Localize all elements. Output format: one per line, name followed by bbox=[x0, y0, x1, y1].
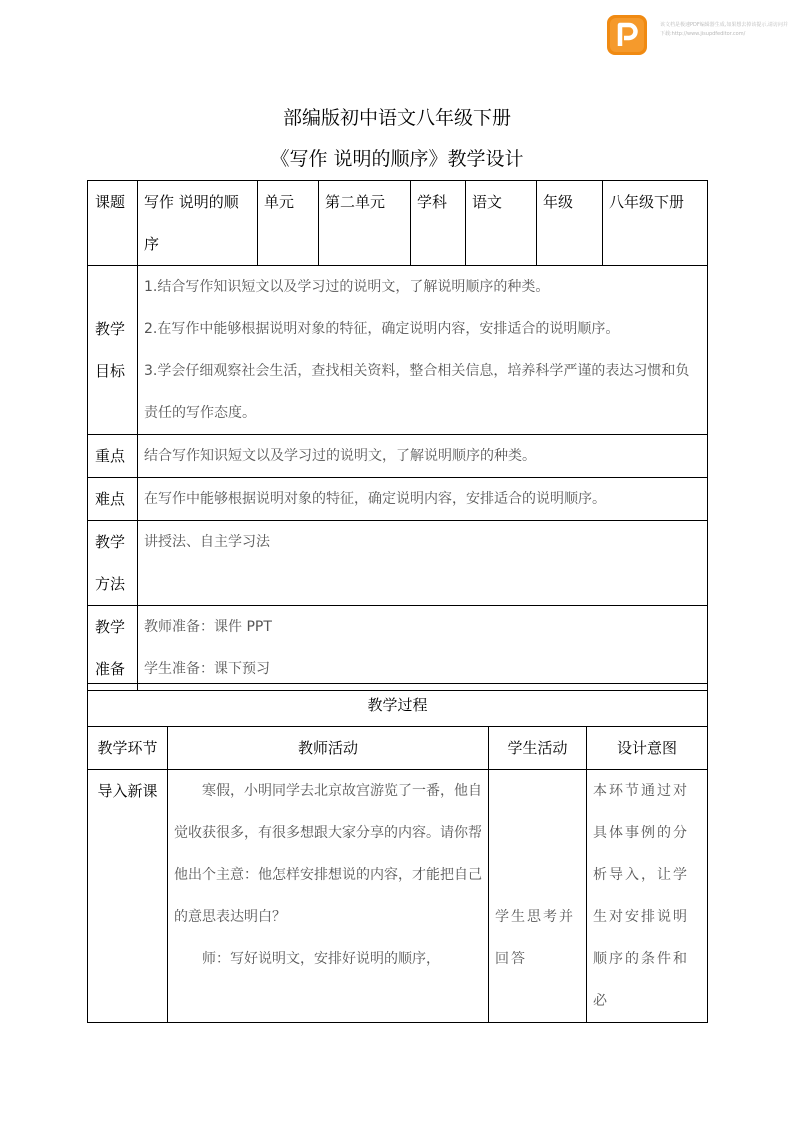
subject-value: 语文 bbox=[466, 181, 537, 266]
unit-value: 第二单元 bbox=[319, 181, 411, 266]
goals-label-line2: 目标 bbox=[95, 362, 126, 380]
topic-label: 课题 bbox=[88, 181, 138, 266]
grade-value: 八年级下册 bbox=[603, 181, 708, 266]
prep-label bbox=[88, 606, 138, 691]
unit-label: 单元 bbox=[258, 181, 319, 266]
col-student-header: 学生活动 bbox=[489, 727, 587, 770]
teacher-activity-cell bbox=[168, 770, 489, 1023]
prep-label-line2: 准备 bbox=[95, 660, 126, 678]
method-label bbox=[88, 521, 138, 606]
goals-label bbox=[88, 266, 138, 435]
teacher-activity-p1: 寒假，小明同学去北京故宫游览了一番，他自觉收获很多，有很多想跟大家分享的内容。请你帮他出个主意：他怎样安排想说的内容，才能把自己的意思表达明白？ bbox=[174, 783, 482, 925]
method-row bbox=[88, 521, 708, 606]
prep-row bbox=[88, 606, 708, 691]
process-header-row bbox=[88, 727, 708, 770]
process-title-row bbox=[88, 684, 708, 727]
col-stage-header: 教学环节 bbox=[88, 727, 168, 770]
teacher-activity-p2: 师：写好说明文，安排好说明的顺序， bbox=[202, 951, 440, 967]
process-title: 教学过程 bbox=[88, 684, 708, 727]
goal-item: 3.学会仔细观察社会生活，查找相关资料，整合相关信息，培养科学严谨的表达习惯和负责任的写作态度。 bbox=[144, 363, 690, 421]
method-text: 讲授法、自主学习法 bbox=[138, 521, 708, 606]
goals-label-line1: 教学 bbox=[95, 320, 126, 338]
design-intent-cell: 本环节通过对具体事例的分析导入，让学生对安排说明顺序的条件和必 bbox=[587, 770, 708, 1023]
lesson-info-table bbox=[87, 180, 708, 691]
goal-item: 2.在写作中能够根据说明对象的特征，确定说明内容，安排适合的说明顺序。 bbox=[144, 321, 620, 337]
col-intent-header: 设计意图 bbox=[587, 727, 708, 770]
prep-content bbox=[138, 606, 708, 691]
student-prep: 学生准备：课下预习 bbox=[144, 661, 270, 677]
key-point-row bbox=[88, 435, 708, 478]
student-activity-cell: 学生思考并回答 bbox=[489, 770, 587, 1023]
pdf-editor-logo-icon bbox=[607, 15, 647, 55]
topic-value: 写作 说明的顺序 bbox=[138, 181, 258, 266]
document-title: 部编版初中语文八年级下册 bbox=[282, 107, 511, 129]
teacher-prep: 教师准备：课件 PPT bbox=[144, 619, 272, 635]
goal-item: 1.结合写作知识短文以及学习过的说明文，了解说明顺序的种类。 bbox=[144, 279, 550, 295]
difficulty-text: 在写作中能够根据说明对象的特征，确定说明内容，安排适合的说明顺序。 bbox=[138, 478, 708, 521]
col-teacher-header: 教师活动 bbox=[168, 727, 489, 770]
document-subtitle: 《写作 说明的顺序》教学设计 bbox=[270, 148, 524, 170]
subject-label: 学科 bbox=[411, 181, 466, 266]
info-row bbox=[88, 181, 708, 266]
grade-label: 年级 bbox=[537, 181, 603, 266]
table-row bbox=[88, 770, 708, 1023]
watermark-notice: 该文档是极速PDF编辑器生成,如果想去掉该提示,请访问并下载:http://www.jisupdfeditor.com/ bbox=[660, 22, 788, 37]
method-label-line1: 教学 bbox=[95, 533, 126, 551]
prep-label-line1: 教学 bbox=[95, 618, 126, 636]
difficulty-row bbox=[88, 478, 708, 521]
key-point-label: 重点 bbox=[88, 435, 138, 478]
goals-content bbox=[138, 266, 708, 435]
teaching-process-table bbox=[87, 683, 708, 1023]
difficulty-label: 难点 bbox=[88, 478, 138, 521]
key-point-text: 结合写作知识短文以及学习过的说明文，了解说明顺序的种类。 bbox=[138, 435, 708, 478]
stage-cell: 导入新课 bbox=[88, 770, 168, 1023]
goals-row bbox=[88, 266, 708, 435]
method-label-line2: 方法 bbox=[95, 575, 126, 593]
